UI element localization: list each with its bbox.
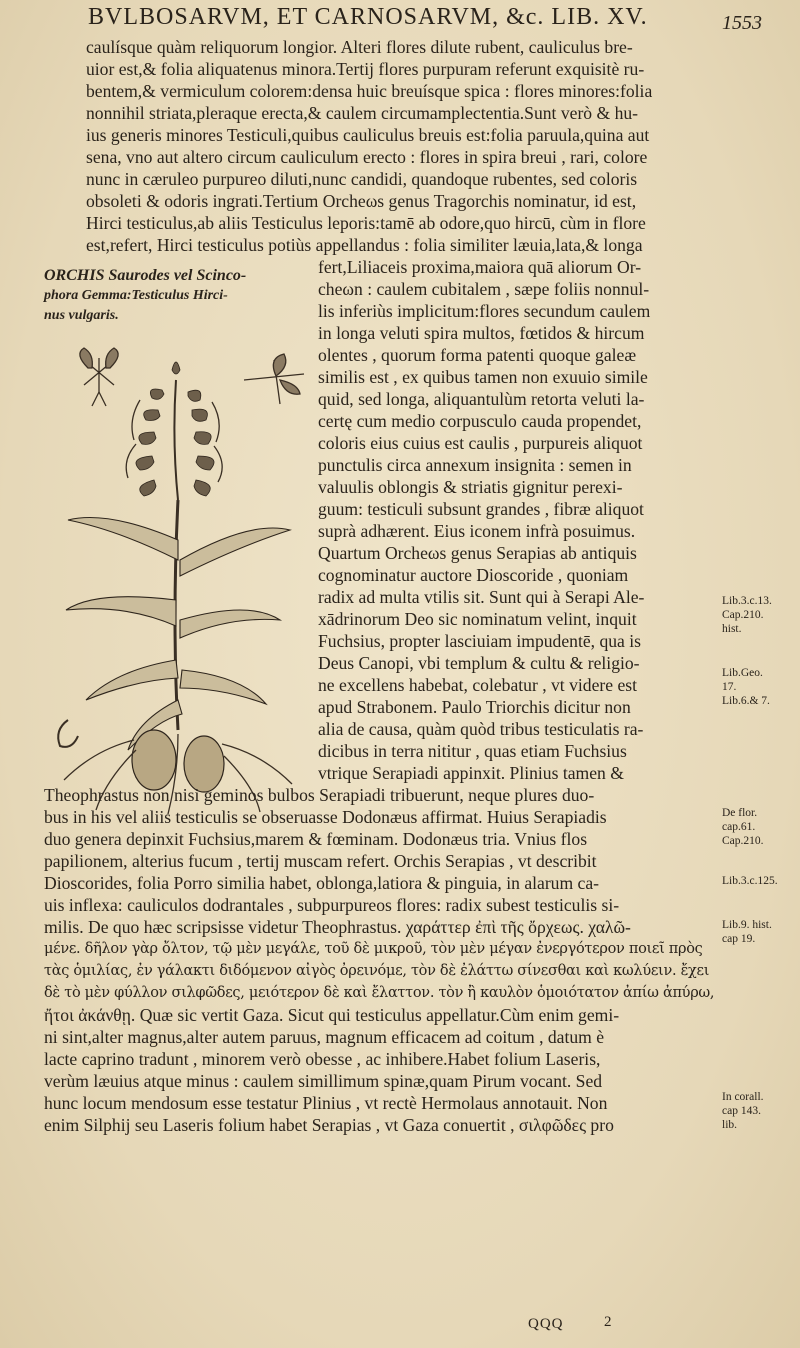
text-line: valuulis oblongis & striatis gignitur perexi-	[318, 477, 623, 497]
greek-text-line: τὰς ὁμιλίας, ἐν γάλακτι διδόμενον αἰγὸς ὀρεινόμε, τὸν δὲ ἐλάττω σίνεσθαι καὶ κωλύειν. ἔχει	[44, 963, 710, 979]
text-line: suprà adhærent. Eius iconem infrà posuimus.	[318, 521, 636, 541]
text-line: nunc in cæruleo purpureo diluti,nunc candidi, quandoque rubentes, sed coloris	[86, 169, 638, 189]
margin-note-line: Lib.3.c.13.	[722, 595, 772, 607]
margin-note-line: Cap.210.	[722, 609, 764, 621]
text-line: hunc locum mendosum esse testatur Plinius , vt rectè Hermolaus annotauit. Non	[44, 1093, 608, 1113]
margin-note	[722, 1090, 798, 1132]
insect-left-icon	[80, 348, 118, 406]
running-title: BVLBOSARVM, ET CARNOSARVM, &c. LIB. XV.	[88, 4, 648, 30]
text-line: cognominatur auctore Dioscoride , quoniam	[318, 565, 629, 585]
text-line: verùm læuius atque minus : caulem simillimum spinæ,quam Pirum vocant. Sed	[44, 1071, 603, 1091]
text-line: Deus Canopi, vbi templum & cultu & religio-	[318, 653, 640, 673]
margin-note	[722, 666, 798, 708]
text-line: xādrinorum Deo sic nominatum velint, inquit	[318, 609, 637, 629]
text-line: lacte caprino tradunt , minorem verò obesse , ac inhibere.Habet folium Laseris,	[44, 1049, 601, 1069]
text-line: vtrique Serapiadi appinxit. Plinius tamen &	[318, 763, 624, 783]
margin-note-line: 17.	[722, 681, 737, 693]
text-line: milis. De quo hæc scripsisse videtur Theophrastus. χαράττερ ἐπὶ τῆς ὄρχεως. χαλῶ-	[44, 917, 631, 937]
page-number: 1553	[722, 12, 762, 34]
text-line: guum: testiculi subsunt grandes , fibræ aliquot	[318, 499, 644, 519]
text-line: apud Strabonem. Paulo Triorchis dicitur non	[318, 697, 631, 717]
margin-note-line: Lib.3.c.125.	[722, 875, 778, 887]
caption-line: ORCHIS Saurodes vel Scinco-	[44, 267, 247, 284]
margin-note	[722, 874, 798, 888]
text-line: ne excellens habebat, colebatur , vt videre est	[318, 675, 637, 695]
text-line: duo genera depinxit Fuchsius,marem & fœminam. Dodonæus tria. Vnius flos	[44, 829, 588, 849]
text-line: Quartum Orcheωs genus Serapias ab antiquis	[318, 543, 637, 563]
text-line: Theophrastus non nisi geminos bulbos Serapiadi tribuerunt, neque plures duo-	[44, 785, 595, 805]
figure-caption	[44, 266, 312, 326]
margin-note	[722, 594, 798, 636]
text-line: in longa veluti spira multos, fœtidos & hircum	[318, 323, 645, 343]
margin-note-line: Cap.210.	[722, 835, 764, 847]
text-line: quid, sed longa, aliquantulùm retorta veluti la-	[318, 389, 645, 409]
orchid-plant-icon	[44, 340, 316, 820]
text-line: uis inflexa: cauliculos dodrantales , subpurpureos flores: radix subest testiculis si-	[44, 895, 620, 915]
greek-text-line: δὲ τὸ μὲν φύλλον σιλφῶδες, μειότερον δὲ καὶ ἔλαττον. τὸν ἢ καυλὸν ὁμοιότατον ἀπίω ἀπύρω,	[44, 985, 715, 1001]
text-line: sena, vno aut altero circum cauliculum erecto : flores in spira breui , rari, colore	[86, 147, 648, 167]
catchword: QQQ	[528, 1316, 564, 1332]
text-line: punctulis circa annexum insignita : semen in	[318, 455, 632, 475]
text-line: Fuchsius, propter lasciuiam impudentē, qua is	[318, 631, 641, 651]
text-line: papilionem, alterius fucum , tertij muscam refert. Orchis Serapias , vt describit	[44, 851, 597, 871]
margin-note	[722, 918, 798, 946]
text-line: similis est , ex quibus tamen non exuuio simile	[318, 367, 648, 387]
text-line: olentes , quorum forma patenti quoque galeæ	[318, 345, 637, 365]
text-line: caulísque quàm reliquorum longior. Alteri flores dilute rubent, cauliculus bre-	[86, 37, 633, 57]
insect-right-icon	[244, 354, 304, 404]
margin-note-line: Lib.9. hist.	[722, 919, 772, 931]
margin-note-line: lib.	[722, 1119, 738, 1131]
text-line: dicibus in terra nititur , quas etiam Fuchsius	[318, 741, 627, 761]
text-line: enim Silphij seu Laseris folium habet Serapias , vt Gaza conuertit , σιλφῶδες pro	[44, 1115, 614, 1135]
text-line: ius generis minores Testiculi,quibus cauliculus breuis est:folia paruula,quina aut	[86, 125, 650, 145]
caption-line: nus vulgaris.	[44, 308, 119, 323]
margin-note-line: hist.	[722, 623, 742, 635]
margin-note-line: De flor.	[722, 807, 758, 819]
caption-line: phora Gemma:Testiculus Hirci-	[44, 288, 228, 303]
text-line: ἤτοι ἀκάνθῃ. Quæ sic vertit Gaza. Sicut qui testiculus appellatur.Cùm enim gemi-	[44, 1005, 620, 1025]
text-line: fert,Liliaceis proxima,maiora quā aliorum Or-	[318, 257, 642, 277]
text-line: nonnihil striata,pleraque erecta,& caulem circumamplectentia.Sunt verò & hu-	[86, 103, 639, 123]
text-line: cheωn : caulem cubitalem , sæpe foliis nonnul-	[318, 279, 650, 299]
margin-note-line: cap.61.	[722, 821, 756, 833]
margin-note-line: In corall.	[722, 1091, 764, 1103]
text-line: lis inferiùs implicitum:flores secundum caulem	[318, 301, 651, 321]
text-line: ni sint,alter magnus,alter autem paruus, magnum efficacem ad coitum , datum è	[44, 1027, 605, 1047]
text-line: alia de causa, quàm quòd tribus testiculatis ra-	[318, 719, 644, 739]
orchid-woodcut-illustration	[44, 340, 316, 820]
margin-note-line: Lib.Geo.	[722, 667, 763, 679]
text-line: est,refert, Hirci testiculus potiùs appellandus : folia similiter læuia,lata,& longa	[86, 235, 643, 255]
text-line: uior est,& folia aliquatenus minora.Tertij flores purpuram referunt exquisitè ru-	[86, 59, 645, 79]
margin-note-line: cap 19.	[722, 933, 756, 945]
text-line: obsoleti & odoris ingrati.Tertium Orcheωs genus Tragorchis nominatur, id est,	[86, 191, 637, 211]
text-line: Dioscorides, folia Porro similia habet, oblonga,latiora & pinguia, in alarum ca-	[44, 873, 600, 893]
text-line: bentem,& vermiculum colorem:densa huic breuísque spica : flores minores:folia	[86, 81, 653, 101]
margin-note-line: cap 143.	[722, 1105, 761, 1117]
signature-mark: 2	[604, 1314, 612, 1330]
text-line: bus in his vel aliis testiculis se obseruasse Dodonæus affirmat. Huius Serapiadis	[44, 807, 607, 827]
greek-text-line: μένε. δῆλον γὰρ ὄλτον, τῷ μὲν μεγάλε, τοῦ δὲ μικροῦ, τὸν μὲν μέγαν ἐνεργότερον ποιεῖ πρὸς	[44, 941, 703, 957]
text-line: coloris eius cuius est caulis , purpureis aliquot	[318, 433, 643, 453]
text-line: certę cum medio corpusculo cauda propendet,	[318, 411, 642, 431]
text-line: Hirci testiculus,ab aliis Testiculus leporis:tamē ab odore,quo hircū, cùm in flore	[86, 213, 646, 233]
text-line: radix ad multa vtilis sit. Sunt qui à Serapi Ale-	[318, 587, 645, 607]
margin-note	[722, 806, 798, 848]
margin-note-line: Lib.6.& 7.	[722, 695, 770, 707]
